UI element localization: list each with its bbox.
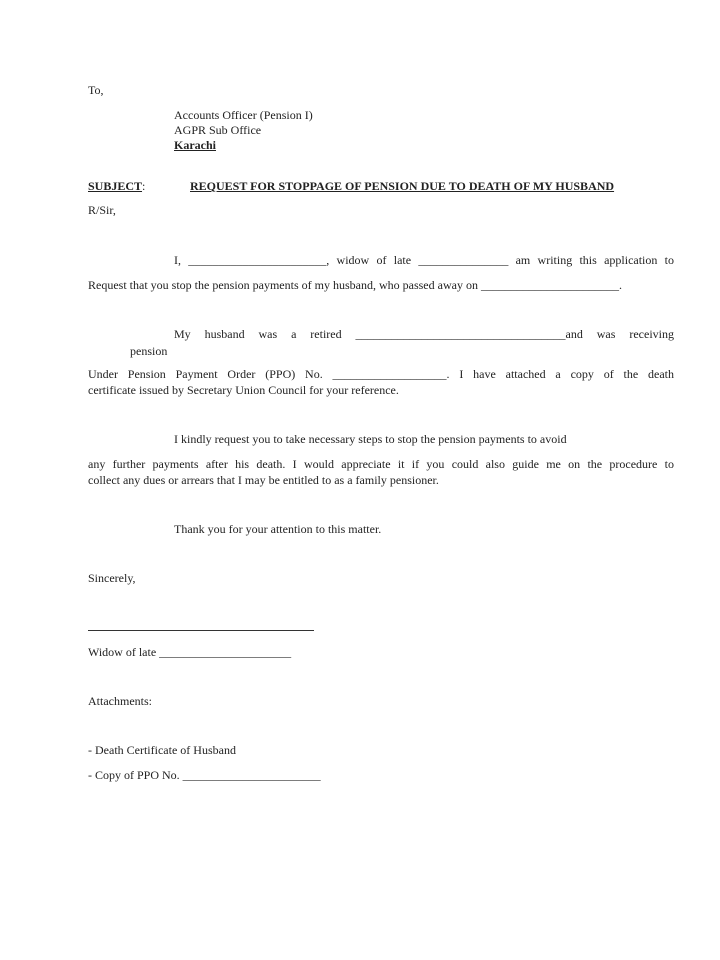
attachment-item-2: - Copy of PPO No. _______________________ — [88, 768, 321, 782]
attachment-item-1: - Death Certificate of Husband — [88, 743, 236, 757]
recipient-line-1: Accounts Officer (Pension I) — [174, 108, 313, 122]
paragraph-3-line-1: I kindly request you to take necessary steps to stop the pension payments to avoid — [174, 432, 567, 446]
paragraph-3-line-2: any further payments after his death. I would appreciate it if you could also guide me on the procedure to — [88, 457, 674, 471]
salutation-to: To, — [88, 83, 104, 97]
closing: Sincerely, — [88, 571, 136, 585]
subject-label-group — [88, 178, 145, 194]
recipient-city: Karachi — [174, 138, 216, 152]
paragraph-2-line-1: My husband was a retired ___________________________________and was receiving — [174, 327, 674, 341]
subject-colon: : — [142, 179, 146, 193]
signature-caption: Widow of late ______________________ — [88, 645, 292, 659]
subject-label: SUBJECT — [88, 179, 143, 193]
paragraph-1-line-2: Request that you stop the pension payments of my husband, who passed away on _______________________. — [88, 278, 622, 292]
recipient-line-2: AGPR Sub Office — [174, 123, 262, 137]
paragraph-1-line-1: I, _______________________, widow of late _______________ am writing this application to — [174, 253, 674, 267]
subject-text: REQUEST FOR STOPPAGE OF PENSION DUE TO DEATH OF MY HUSBAND — [190, 179, 615, 193]
paragraph-3-line-3: collect any dues or arrears that I may be entitled to as a family pensioner. — [88, 473, 439, 487]
paragraph-2-line-3: Under Pension Payment Order (PPO) No. ___________________. I have attached a copy of the death — [88, 367, 674, 381]
greeting: R/Sir, — [88, 203, 116, 217]
thanks-line: Thank you for your attention to this matter. — [174, 522, 382, 536]
paragraph-2-line-4: certificate issued by Secretary Union Council for your reference. — [88, 383, 399, 397]
paragraph-2-line-2: pension — [130, 344, 168, 358]
attachments-label: Attachments: — [88, 694, 152, 708]
signature-line — [88, 630, 314, 631]
